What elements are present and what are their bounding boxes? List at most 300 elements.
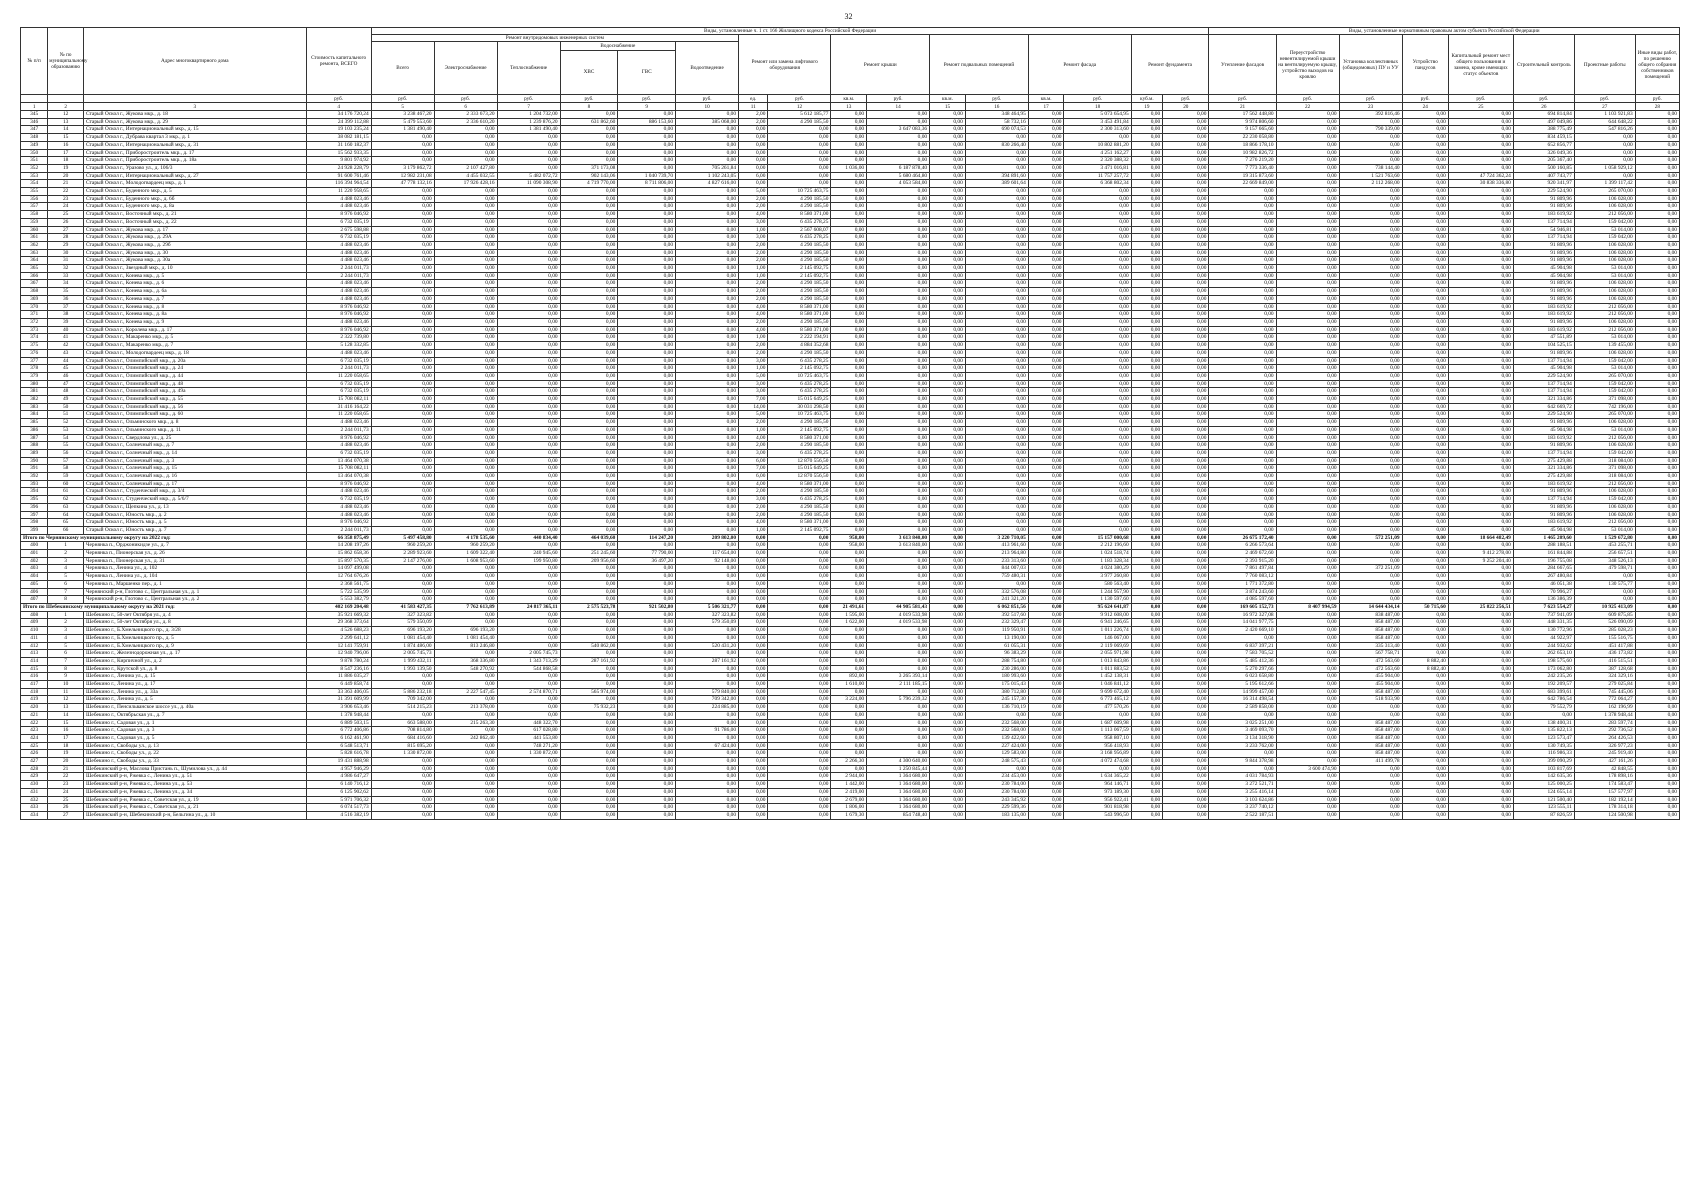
value-cell: 0,00 [1448,642,1513,650]
value-cell: 0,00 [1635,149,1679,157]
table-row [21,804,1680,812]
value-cell: 0,00 [965,357,1028,365]
value-cell: 0,00 [1064,257,1131,265]
table-row [21,226,1680,234]
value-cell: 387 128,68 [1574,665,1635,673]
value-cell: 0,00 [1635,203,1679,211]
value-cell: 106 028,00 [1574,249,1635,257]
value-cell: 0,00 [1635,426,1679,434]
value-cell: 0,00 [930,164,966,172]
value-cell: 0,00 [1163,157,1209,165]
row-number: 423 [21,727,48,735]
value-cell: 0,00 [434,473,497,481]
value-cell: 16 972 327,08 [1209,611,1276,619]
value-cell: 0,00 [560,357,618,365]
row-number: 367 [21,280,48,288]
table-row [21,134,1680,142]
table-row [21,588,1680,596]
value-cell: 0,00 [371,218,434,226]
value-cell: 35 921 669,32 [306,611,371,619]
value-cell: 0,00 [1635,526,1679,534]
row-number: 353 [21,172,48,180]
value-cell: 0,00 [1276,288,1339,296]
address-cell: Чернянка п., Пионерская ул., д. 31 [83,557,306,565]
value-cell: 0,00 [930,550,966,558]
table-body [21,111,1680,820]
value-cell: 4 072 474,68 [1064,758,1131,766]
value-cell: 0,00 [831,488,867,496]
table-row [21,519,1680,527]
value-cell: 0,00 [867,141,930,149]
address-cell: Старый Оскол г., Макаренко мкр., д. 7 [83,342,306,350]
value-cell: 91 809,96 [1513,241,1574,249]
address-cell: Старый Оскол г., Олимпийский мкр., д. 56 [83,403,306,411]
value-cell: 0,00 [676,241,739,249]
value-cell: 0,00 [1163,711,1209,719]
table-row [21,426,1680,434]
value-cell: 283 597,74 [1574,719,1635,727]
value-cell: 5 485 412,36 [1209,657,1276,665]
value-cell: 1 381 490,40 [497,126,560,134]
address-cell: Старый Оскол г., Юность мкр., д. 5 [83,519,306,527]
value-cell: 0,00 [1131,557,1162,565]
value-cell: 0,00 [1635,280,1679,288]
value-cell: 0,00 [1276,126,1339,134]
value-cell: 0,00 [1339,526,1402,534]
value-cell: 183 135,00 [965,811,1028,819]
value-cell: 157 577,97 [1574,788,1635,796]
column-number-cell: 24 [1402,103,1448,111]
value-cell: 0,00 [1339,781,1402,789]
value-cell: 0,00 [1276,796,1339,804]
value-cell: 4 488 023,46 [306,503,371,511]
muni-number: 20 [48,172,84,180]
value-cell: 229 524,90 [1513,188,1574,196]
value-cell: 0,00 [1402,111,1448,119]
value-cell: 265 070,00 [1574,372,1635,380]
value-cell: 0,00 [1276,311,1339,319]
value-cell: 1 239 876,20 [497,118,560,126]
value-cell: 15 562 933,35 [306,149,371,157]
value-cell: 124 500,98 [1574,811,1635,819]
value-cell: 0,00 [560,503,618,511]
value-cell: 265 070,00 [1574,411,1635,419]
value-cell: 0,00 [1448,781,1513,789]
value-cell: 42 848,55 [1574,765,1635,773]
value-cell: 0,00 [676,334,739,342]
value-cell: 0,00 [1028,372,1064,380]
subtotal-cell: 209 802,00 [676,534,739,542]
value-cell: 0,00 [676,719,739,727]
value-cell: 18 866 178,10 [1209,141,1276,149]
value-cell: 2 322 739,80 [306,334,371,342]
value-cell: 240 945,60 [497,550,560,558]
value-cell: 0,00 [930,349,966,357]
value-cell: 0,00 [867,465,930,473]
value-cell: 0,00 [1163,619,1209,627]
value-cell: 0,00 [434,596,497,604]
value-cell: 0,00 [867,311,930,319]
value-cell: 0,00 [676,295,739,303]
value-cell: 0,00 [1635,141,1679,149]
value-cell: 0,00 [1448,765,1513,773]
value-cell: 0,00 [1131,357,1162,365]
value-cell: 392 816,46 [1339,111,1402,119]
value-cell: 1 058 929,12 [1574,164,1635,172]
value-cell: 0,00 [1448,211,1513,219]
value-cell: 0,00 [434,188,497,196]
value-cell: 4 290 185,50 [768,318,831,326]
value-cell: 0,00 [434,673,497,681]
value-cell: 0,00 [371,388,434,396]
value-cell: 0,00 [739,711,768,719]
value-cell: 0,00 [768,580,831,588]
value-cell: 0,00 [831,480,867,488]
value-cell: 318 084,00 [1574,473,1635,481]
value-cell: 0,00 [1276,480,1339,488]
col-ramps: Устройство пандусов [1402,35,1448,95]
address-cell: Старый Оскол г., Конева мкр., д. 9 [83,318,306,326]
value-cell: 1 521 763,60 [1339,172,1402,180]
value-cell: 212 056,00 [1574,519,1635,527]
value-cell: 0,00 [618,773,676,781]
value-cell: 0,00 [1131,318,1162,326]
value-cell: 0,00 [930,318,966,326]
value-cell: 0,00 [1064,195,1131,203]
address-cell: Чернянка п., Ленина ул., д. 104 [83,573,306,581]
muni-number: 3 [48,557,84,565]
value-cell: 0,00 [831,711,867,719]
value-cell: 0,00 [930,111,966,119]
value-cell: 0,00 [867,565,930,573]
value-cell: 0,00 [739,141,768,149]
value-cell: 6 449 858,74 [306,681,371,689]
value-cell: 0,00 [676,627,739,635]
value-cell: 136 386,39 [1513,596,1574,604]
value-cell: 0,00 [434,334,497,342]
subtotal-cell: 25 822 256,51 [1448,604,1513,612]
address-cell: Шебекино г., Садовая ул., д. 5 [83,734,306,742]
value-cell: 0,00 [965,711,1028,719]
value-cell: 0,00 [831,141,867,149]
value-cell: 455 904,00 [1339,681,1402,689]
value-cell: 858 487,00 [1339,742,1402,750]
row-number: 406 [21,588,48,596]
value-cell: 1 806,00 [831,804,867,812]
value-cell: 1 330 872,00 [497,750,560,758]
value-cell: 0,00 [1131,426,1162,434]
subtotal-cell: 4 178 535,60 [434,534,497,542]
value-cell: 0,00 [1402,711,1448,719]
value-cell: 0,00 [1339,349,1402,357]
value-cell: 0,00 [1028,141,1064,149]
value-cell: 0,00 [560,804,618,812]
value-cell: 0,00 [1209,457,1276,465]
value-cell: 0,00 [1028,149,1064,157]
value-cell: 0,00 [1339,188,1402,196]
value-cell: 0,00 [371,796,434,804]
value-cell: 38 082 181,15 [306,134,371,142]
value-cell: 4 290 185,50 [768,249,831,257]
value-cell: 2 145 092,75 [768,265,831,273]
value-cell: 0,00 [618,688,676,696]
subtotal-cell: 0,00 [1163,534,1209,542]
value-cell: 0,00 [1131,611,1162,619]
value-cell: 0,00 [1064,188,1131,196]
value-cell: 0,00 [930,473,966,481]
value-cell: 0,00 [1635,488,1679,496]
value-cell: 0,00 [1028,557,1064,565]
value-cell: 36 497,20 [618,557,676,565]
value-cell: 0,00 [831,457,867,465]
capital-repair-table [20,27,1680,820]
value-cell: 0,00 [831,195,867,203]
value-cell: 9 252 204,40 [1448,557,1513,565]
value-cell: 0,00 [1028,180,1064,188]
value-cell: 1 343 713,29 [497,657,560,665]
value-cell: 0,00 [1276,503,1339,511]
value-cell: 0,00 [930,295,966,303]
value-cell: 0,00 [497,288,560,296]
table-row [21,311,1680,319]
address-cell: Старый Оскол г., Юность мкр., д. 7 [83,526,306,534]
value-cell: 0,00 [434,442,497,450]
value-cell: 0,00 [1402,442,1448,450]
value-cell: 0,00 [930,303,966,311]
value-cell: 2 300 313,60 [1064,126,1131,134]
table-row [21,727,1680,735]
value-cell: 0,00 [867,134,930,142]
value-cell: 139 455,00 [1574,342,1635,350]
col-total-cost: Стоимость капитального ремонта, ВСЕГО [306,28,371,95]
value-cell: 8 976 046,92 [306,303,371,311]
value-cell: 0,00 [1163,411,1209,419]
value-cell: 0,00 [1448,665,1513,673]
col-eng-total: Всего [371,42,434,95]
value-cell: 413 961,60 [965,542,1028,550]
value-cell: 1 046 841,12 [1064,681,1131,689]
value-cell: 0,00 [434,326,497,334]
value-cell: 137 714,94 [1513,218,1574,226]
value-cell: 0,00 [1064,488,1131,496]
value-cell: 690 074,53 [965,126,1028,134]
value-cell: 4 019 533,98 [867,619,930,627]
value-cell: 0,00 [831,180,867,188]
value-cell: 0,00 [1448,688,1513,696]
column-number-cell: 10 [676,103,739,111]
value-cell: 2 145 092,75 [768,365,831,373]
value-cell: 0,00 [676,750,739,758]
col-meters: Установка коллективных (общедомовых) ПУ и УУ [1339,35,1402,95]
value-cell: 0,00 [1339,257,1402,265]
value-cell: 0,00 [930,588,966,596]
value-cell: 694 814,84 [1513,111,1574,119]
value-cell: 0,00 [560,480,618,488]
value-cell: 0,00 [1276,449,1339,457]
value-cell: 6 837 397,21 [1209,642,1276,650]
value-cell: 0,00 [618,303,676,311]
value-cell: 0,00 [739,642,768,650]
value-cell: 0,00 [371,442,434,450]
row-number: 431 [21,788,48,796]
value-cell: 0,00 [1402,503,1448,511]
subtotal-cell: 958,00 [831,534,867,542]
value-cell: 0,00 [1402,465,1448,473]
table-row [21,403,1680,411]
value-cell: 0,00 [497,195,560,203]
value-cell: 0,00 [1635,349,1679,357]
value-cell: 0,00 [618,195,676,203]
value-cell: 0,00 [867,234,930,242]
subtotal-cell: 15 157 000,68 [1064,534,1131,542]
value-cell: 0,00 [560,665,618,673]
value-cell: 0,00 [1163,311,1209,319]
unit-cell: руб. [1276,95,1339,103]
address-cell: Старый Оскол г., Конева мкр., д. 7 [83,295,306,303]
value-cell: 0,00 [1163,496,1209,504]
value-cell: 0,00 [1064,419,1131,427]
value-cell: 0,00 [618,704,676,712]
address-cell: Шебекино г., Ленина ул., д. 15 [83,673,306,681]
value-cell: 0,00 [930,488,966,496]
value-cell: 0,00 [497,203,560,211]
row-number: 354 [21,180,48,188]
value-cell: 617 028,80 [497,727,560,735]
value-cell: 0,00 [618,349,676,357]
value-cell: 0,00 [1028,349,1064,357]
value-cell: 0,00 [497,372,560,380]
value-cell: 0,00 [1402,180,1448,188]
value-cell: 0,00 [1131,111,1162,119]
value-cell: 0,00 [867,241,930,249]
value-cell: 0,00 [768,542,831,550]
table-row [21,465,1680,473]
value-cell: 0,00 [434,149,497,157]
value-cell: 0,00 [1163,342,1209,350]
value-cell: 0,00 [1339,311,1402,319]
value-cell: 0,00 [618,188,676,196]
subtotal-cell: 95 624 641,87 [1064,604,1131,612]
value-cell: 737 941,09 [1513,611,1574,619]
value-cell: 0,00 [1635,295,1679,303]
value-cell: 0,00 [768,642,831,650]
value-cell: 0,00 [371,758,434,766]
value-cell: 389 601,64 [965,180,1028,188]
muni-number: 25 [48,211,84,219]
value-cell: 5 128 332,85 [306,342,371,350]
value-cell: 0,00 [371,141,434,149]
value-cell: 0,00 [371,681,434,689]
value-cell: 0,00 [1448,796,1513,804]
table-row [21,164,1680,172]
value-cell: 212 056,00 [1574,434,1635,442]
value-cell: 0,00 [434,203,497,211]
value-cell: 0,00 [965,203,1028,211]
value-cell: 4 290 185,50 [768,288,831,296]
value-cell: 0,00 [965,149,1028,157]
col-electric: Электроснабжение [434,42,497,95]
value-cell: 292 736,52 [1574,727,1635,735]
address-cell: Старый Оскол г., Молодогвардеец мкр., д. 18 [83,349,306,357]
value-cell: 0,00 [1163,580,1209,588]
value-cell: 2 679,00 [831,796,867,804]
address-cell: Старый Оскол г., Конева мкр., д. 8а [83,311,306,319]
value-cell: 11 220 058,65 [306,372,371,380]
value-cell: 0,00 [676,804,739,812]
value-cell: 0,00 [618,380,676,388]
value-cell: 0,00 [1448,134,1513,142]
value-cell: 0,00 [831,426,867,434]
value-cell: 0,00 [1276,742,1339,750]
value-cell: 0,00 [831,349,867,357]
muni-number: 24 [48,203,84,211]
value-cell: 0,00 [560,149,618,157]
table-row [21,473,1680,481]
address-cell: Старый Оскол г., Солнечный мкр., д. 15 [83,465,306,473]
value-cell: 0,00 [1635,750,1679,758]
value-cell: 0,00 [930,657,966,665]
value-cell: 10 725 463,75 [768,372,831,380]
value-cell: 19 315 873,60 [1209,172,1276,180]
value-cell: 0,00 [676,573,739,581]
value-cell: 0,00 [497,134,560,142]
value-cell: 0,00 [676,434,739,442]
value-cell: 106 028,00 [1574,288,1635,296]
value-cell: 0,00 [618,781,676,789]
value-cell: 0,00 [1402,811,1448,819]
value-cell: 77 790,00 [618,550,676,558]
value-cell: 178 314,18 [1574,804,1635,812]
value-cell: 0,00 [560,711,618,719]
column-number-cell: 11 [739,103,768,111]
subtotal-cell: 1 529 672,80 [1574,534,1635,542]
value-cell: 0,00 [1448,257,1513,265]
value-cell: 0,00 [1209,496,1276,504]
value-cell: 53 014,00 [1574,272,1635,280]
row-number: 405 [21,580,48,588]
value-cell: 0,00 [930,272,966,280]
value-cell: 0,00 [768,573,831,581]
value-cell: 0,00 [371,403,434,411]
value-cell: 198 575,60 [1513,657,1574,665]
table-row [21,372,1680,380]
value-cell: 0,00 [497,434,560,442]
value-cell: 106 028,00 [1574,195,1635,203]
value-cell: 0,00 [1402,318,1448,326]
value-cell: 0,00 [867,388,930,396]
value-cell: 0,00 [1402,650,1448,658]
value-cell: 1 036,00 [831,164,867,172]
value-cell: 0,00 [676,411,739,419]
value-cell: 0,00 [930,226,966,234]
subtotal-cell: 921 502,80 [618,604,676,612]
value-cell: 0,00 [867,457,930,465]
value-cell: 0,00 [867,449,930,457]
value-cell: 0,00 [497,773,560,781]
value-cell: 0,00 [1028,126,1064,134]
value-cell: 644 648,22 [1574,118,1635,126]
value-cell: 175 015,43 [965,681,1028,689]
value-cell: 0,00 [371,288,434,296]
value-cell: 0,00 [1209,365,1276,373]
value-cell: 0,00 [1131,765,1162,773]
value-cell: 0,00 [676,311,739,319]
value-cell: 0,00 [1635,442,1679,450]
value-cell: 0,00 [768,696,831,704]
value-cell: 0,00 [867,596,930,604]
value-cell: 0,00 [930,681,966,689]
value-cell: 892,00 [831,673,867,681]
